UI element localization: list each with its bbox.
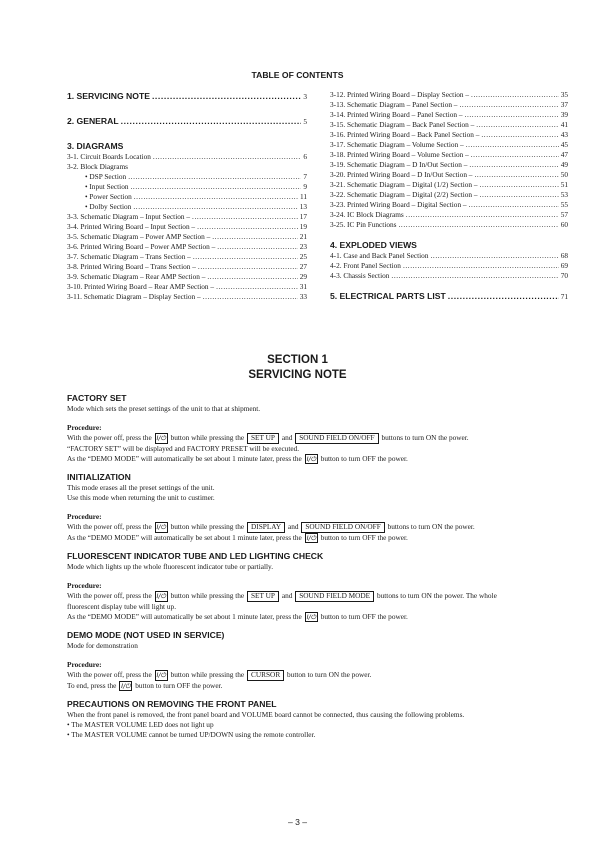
toc-entry[interactable] <box>330 120 568 130</box>
toc-entry[interactable] <box>67 192 307 202</box>
toc-leader-dots <box>192 212 298 222</box>
toc-leader-dots <box>466 140 559 150</box>
toc-entry[interactable] <box>330 100 568 110</box>
toc-page-number: 6 <box>303 152 307 161</box>
toc-entry-label: 3-23. Printed Wiring Board – Digital Section – <box>330 200 467 209</box>
toc-entry[interactable] <box>67 272 307 282</box>
factory-set-block <box>67 392 567 464</box>
toc-entry-label: 3. DIAGRAMS <box>67 141 124 151</box>
toc-entry-label: • Input Section <box>85 182 129 191</box>
precautions-desc: When the front panel is removed, the front panel board and VOLUME board cannot be connected, thus causing the following problems. <box>67 710 465 719</box>
toc-page-number: 7 <box>303 172 307 181</box>
toc-spacer <box>67 102 307 115</box>
toc-page-number: 70 <box>560 271 568 280</box>
toc-entry-label: 3-12. Printed Wiring Board – Display Section – <box>330 90 470 99</box>
initialization-step-2 <box>67 533 567 544</box>
toc-entry[interactable] <box>67 162 307 172</box>
toc-entry-label: • Dolby Section <box>85 202 132 211</box>
toc-entry-label: 3-3. Schematic Diagram – Input Section – <box>67 212 191 221</box>
toc-leader-dots <box>153 152 301 162</box>
text: button to turn OFF the power. <box>135 680 223 690</box>
toc-entry-label: 3-18. Printed Wiring Board – Volume Section – <box>330 150 469 159</box>
toc-entry-label: 3-9. Schematic Diagram – Rear AMP Section – <box>67 272 206 281</box>
toc-entry[interactable] <box>330 190 568 200</box>
demo-mode-procedure-label: Procedure: <box>67 660 102 669</box>
text: button while pressing the <box>170 522 245 531</box>
toc-leader-dots <box>203 292 298 302</box>
toc-leader-dots <box>197 222 298 232</box>
toc-entry-label: 3-21. Schematic Diagram – Digital (1/2) Section – <box>330 180 478 189</box>
toc-page-number: 21 <box>299 232 307 241</box>
toc-entry[interactable] <box>330 110 568 120</box>
toc-entry[interactable] <box>67 222 307 232</box>
toc-entry[interactable] <box>67 242 307 252</box>
toc-entry[interactable] <box>330 200 568 210</box>
toc-entry[interactable] <box>67 202 307 212</box>
toc-left-column <box>67 90 307 302</box>
power-key-icon: I/⏻ <box>156 592 166 600</box>
toc-leader-dots <box>471 90 559 100</box>
toc-entry-label: 3-13. Schematic Diagram – Panel Section – <box>330 100 458 109</box>
toc-entry[interactable] <box>330 271 568 281</box>
section-name: SERVICING NOTE <box>248 369 347 381</box>
text: button while pressing the <box>170 591 245 600</box>
toc-leader-dots <box>198 262 298 272</box>
toc-page-number: 53 <box>560 190 568 199</box>
toc-entry[interactable] <box>330 251 568 261</box>
toc-page-number: 57 <box>560 210 568 219</box>
toc-entry[interactable] <box>67 172 307 182</box>
toc-entry-label: • Power Section <box>85 192 132 201</box>
factory-set-desc: Mode which sets the preset settings of the unit to that at shipment. <box>67 404 261 413</box>
toc-entry-label: 3-19. Schematic Diagram – D In/Out Section – <box>330 160 468 169</box>
text: With the power off, press the <box>67 591 152 600</box>
initialization-desc-2: Use this mode when returning the unit to custimer. <box>67 493 215 502</box>
toc-spacer <box>330 281 568 290</box>
toc-leader-dots <box>216 282 298 292</box>
toc-entry[interactable] <box>67 282 307 292</box>
toc-page-number: 68 <box>560 251 568 260</box>
toc-page-number: 17 <box>299 212 307 221</box>
toc-page-number: 39 <box>560 110 568 119</box>
toc-leader-dots <box>217 242 297 252</box>
toc-page-number: 41 <box>560 120 568 129</box>
demo-mode-step-1 <box>67 670 567 681</box>
initialization-title: INITIALIZATION <box>67 472 131 482</box>
toc-page-number: 19 <box>299 222 307 231</box>
toc-page-number: 47 <box>560 150 568 159</box>
body-text <box>67 392 567 747</box>
toc-page-number: 11 <box>299 192 307 201</box>
toc-leader-dots <box>465 110 559 120</box>
toc-heading[interactable] <box>330 239 568 251</box>
text: As the “DEMO MODE” will automatically be set about 1 minute later, press the <box>67 532 302 542</box>
toc-page-number: 51 <box>560 180 568 189</box>
fluorescent-check-procedure-label: Procedure: <box>67 581 102 590</box>
sound-field-on-off-key: SOUND FIELD ON/OFF <box>295 433 378 444</box>
toc-entry-label: 3-5. Schematic Diagram – Power AMP Section – <box>67 232 211 241</box>
toc-entry-label: 3-7. Schematic Diagram – Trans Section – <box>67 252 191 261</box>
toc-entry[interactable] <box>330 180 568 190</box>
toc-leader-dots <box>212 232 297 242</box>
text: and <box>287 522 299 531</box>
toc-entry-label: 4-3. Chassis Section <box>330 271 390 280</box>
toc-entry-label: 3-4. Printed Wiring Board – Input Section – <box>67 222 196 231</box>
toc-entry[interactable] <box>67 232 307 242</box>
sound-field-mode-key: SOUND FIELD MODE <box>295 591 374 602</box>
toc-page-number: 3 <box>303 92 307 101</box>
toc-entry[interactable] <box>67 212 307 222</box>
initialization-block <box>67 471 567 543</box>
set-up-key: SET UP <box>247 433 279 444</box>
precautions-bullet-1: • The MASTER VOLUME LED does not light up <box>67 720 567 730</box>
toc-spacer <box>330 230 568 239</box>
factory-set-step-2: “FACTORY SET” will be displayed and FACTORY PRESET will be executed. <box>67 443 300 453</box>
fluorescent-check-desc: Mode which lights up the whole fluorescent indicator tube or partially. <box>67 562 274 571</box>
toc-page-number: 35 <box>560 90 568 99</box>
toc-leader-dots <box>391 271 558 281</box>
toc-leader-dots <box>399 220 559 230</box>
toc-entry-label: 3-20. Printed Wiring Board – D In/Out Section – <box>330 170 473 179</box>
toc-leader-dots <box>207 272 297 282</box>
toc-entry-label: 3-14. Printed Wiring Board – Panel Section – <box>330 110 463 119</box>
factory-set-procedure-label: Procedure: <box>67 423 102 432</box>
factory-set-title: FACTORY SET <box>67 393 127 403</box>
text: button to turn ON the power. <box>287 670 372 679</box>
set-up-key: SET UP <box>247 591 279 602</box>
toc-page-number: 27 <box>299 262 307 271</box>
toc-title: TABLE OF CONTENTS <box>251 70 344 80</box>
toc-spacer <box>67 127 307 140</box>
toc-entry[interactable] <box>330 210 568 220</box>
toc-page-number: 43 <box>560 130 568 139</box>
toc-page-number: 25 <box>299 252 307 261</box>
factory-set-step-3 <box>67 454 567 465</box>
text: and <box>281 433 293 442</box>
toc-leader-dots <box>133 202 297 212</box>
toc-page-number: 71 <box>560 292 568 301</box>
toc-page-number: 50 <box>560 170 568 179</box>
toc-entry-label: 4. EXPLODED VIEWS <box>330 240 417 250</box>
text: and <box>281 591 293 600</box>
toc-page-number: 49 <box>560 160 568 169</box>
toc-leader-dots <box>131 182 302 192</box>
toc-entry[interactable] <box>330 140 568 150</box>
toc-entry[interactable] <box>330 170 568 180</box>
toc-page-number: 60 <box>560 220 568 229</box>
text: With the power off, press the <box>67 433 152 442</box>
toc-page-number: 55 <box>560 200 568 209</box>
text: buttons to turn ON the power. The whole <box>376 591 497 600</box>
power-key-icon: I/⏻ <box>121 681 131 690</box>
toc-entry[interactable] <box>67 292 307 302</box>
power-key-icon: I/⏻ <box>306 454 316 463</box>
toc-entry[interactable] <box>67 252 307 262</box>
initialization-procedure-label: Procedure: <box>67 512 102 521</box>
power-key-icon: I/⏻ <box>156 671 166 679</box>
initialization-desc-1: This mode erases all the preset settings of the unit. <box>67 483 215 492</box>
text: To end, press the <box>67 680 117 690</box>
toc-page-number: 33 <box>299 292 307 301</box>
toc-entry-label: 3-6. Printed Wiring Board – Power AMP Section – <box>67 242 216 251</box>
toc-entry-label: 4-2. Front Panel Section <box>330 261 401 270</box>
toc-page-number: 23 <box>299 242 307 251</box>
toc-page-number: 45 <box>560 140 568 149</box>
power-key-icon: I/⏻ <box>306 612 316 621</box>
toc-leader-dots <box>448 290 559 302</box>
power-key-icon: I/⏻ <box>156 523 166 531</box>
fluorescent-check-step-3 <box>67 612 567 623</box>
toc-entry-label: 3-2. Block Diagrams <box>67 162 128 171</box>
text: As the “DEMO MODE” will automatically be set about 1 minute later, press the <box>67 453 302 463</box>
toc-entry-label: 3-1. Circuit Boards Location <box>67 152 151 161</box>
toc-entry-label: 3-8. Printed Wiring Board – Trans Section – <box>67 262 196 271</box>
text: button to turn OFF the power. <box>320 532 408 542</box>
toc-entry[interactable] <box>330 160 568 170</box>
toc-page-number: 37 <box>560 100 568 109</box>
toc-entry-label: 3-25. IC Pin Functions <box>330 220 397 229</box>
demo-mode-desc: Mode for demonstration <box>67 641 138 650</box>
demo-mode-block <box>67 629 567 691</box>
toc-leader-dots <box>121 115 302 127</box>
toc-leader-dots <box>193 252 298 262</box>
toc-entry-label: 4-1. Case and Back Panel Section <box>330 251 429 260</box>
toc-entry-label: 3-22. Schematic Diagram – Digital (2/2) Section – <box>330 190 478 199</box>
toc-page-number: 5 <box>303 117 307 126</box>
toc-entry-label: 3-11. Schematic Diagram – Display Section – <box>67 292 201 301</box>
toc-entry-label: • DSP Section <box>85 172 127 181</box>
toc-leader-dots <box>403 261 559 271</box>
toc-leader-dots <box>430 251 558 261</box>
toc-page-number: 69 <box>560 261 568 270</box>
section-number: SECTION 1 <box>267 354 328 366</box>
display-key: DISPLAY <box>247 522 285 533</box>
text: buttons to turn ON the power. <box>381 433 469 442</box>
toc-entry[interactable] <box>330 150 568 160</box>
toc-leader-dots <box>128 172 301 182</box>
text: button to turn OFF the power. <box>320 611 408 621</box>
text: As the “DEMO MODE” will automatically be set about 1 minute later, press the <box>67 611 302 621</box>
toc-leader-dots <box>406 210 559 220</box>
toc-heading[interactable] <box>67 115 307 127</box>
toc-right-column <box>330 90 568 302</box>
text: buttons to turn ON the power. <box>387 522 475 531</box>
toc-page-number: 29 <box>299 272 307 281</box>
toc-entry-label: 3-24. IC Block Diagrams <box>330 210 404 219</box>
toc-page-number: 31 <box>299 282 307 291</box>
fluorescent-check-step-2: fluorescent display tube will light up. <box>67 601 177 611</box>
toc-leader-dots <box>480 180 559 190</box>
text: button to turn OFF the power. <box>320 453 408 463</box>
fluorescent-check-title: FLUORESCENT INDICATOR TUBE AND LED LIGHTING CHECK <box>67 551 324 561</box>
text: button while pressing the <box>170 433 245 442</box>
toc-leader-dots <box>474 170 558 180</box>
text: With the power off, press the <box>67 522 152 531</box>
toc-leader-dots <box>469 200 559 210</box>
toc-entry-label: 2. GENERAL <box>67 116 119 126</box>
toc-leader-dots <box>469 160 558 170</box>
fluorescent-check-block <box>67 550 567 622</box>
toc-entry[interactable] <box>330 261 568 271</box>
toc-heading[interactable] <box>67 90 307 102</box>
toc-entry-label: 5. ELECTRICAL PARTS LIST <box>330 291 446 301</box>
demo-mode-step-2 <box>67 681 567 692</box>
fluorescent-check-step-1 <box>67 591 567 602</box>
text: button while pressing the <box>170 670 245 679</box>
toc-entry[interactable] <box>330 130 568 140</box>
precautions-title: PRECAUTIONS ON REMOVING THE FRONT PANEL <box>67 699 277 709</box>
toc-entry[interactable] <box>67 152 307 162</box>
toc-entry[interactable] <box>67 262 307 272</box>
toc-page-number: 13 <box>299 202 307 211</box>
toc-leader-dots <box>480 190 559 200</box>
text: With the power off, press the <box>67 670 152 679</box>
toc-leader-dots <box>459 100 558 110</box>
toc-heading[interactable] <box>330 290 568 302</box>
power-key-icon: I/⏻ <box>306 533 316 542</box>
toc-leader-dots <box>134 192 298 202</box>
toc-leader-dots <box>152 90 301 102</box>
toc-heading[interactable] <box>67 140 307 152</box>
initialization-step-1 <box>67 522 567 533</box>
toc-entry-label: 1. SERVICING NOTE <box>67 91 150 101</box>
precautions-bullet-2: • The MASTER VOLUME cannot be turned UP/DOWN using the remote controller. <box>67 730 567 740</box>
section-heading <box>0 353 595 383</box>
toc-entry[interactable] <box>67 182 307 192</box>
page-number: – 3 – <box>287 817 308 827</box>
toc-entry[interactable] <box>330 220 568 230</box>
sound-field-on-off-key: SOUND FIELD ON/OFF <box>301 522 384 533</box>
toc-leader-dots <box>476 120 558 130</box>
toc-leader-dots <box>481 130 558 140</box>
toc-entry[interactable] <box>330 90 568 100</box>
toc-entry-label: 3-17. Schematic Diagram – Volume Section – <box>330 140 464 149</box>
power-key-icon: I/⏻ <box>156 434 166 442</box>
toc-leader-dots <box>471 150 559 160</box>
toc-entry-label: 3-16. Printed Wiring Board – Back Panel Section – <box>330 130 480 139</box>
factory-set-step-1 <box>67 433 567 444</box>
toc-entry-label: 3-15. Schematic Diagram – Back Panel Section – <box>330 120 475 129</box>
cursor-key: CURSOR <box>247 670 284 681</box>
demo-mode-title: DEMO MODE (NOT USED IN SERVICE) <box>67 630 225 640</box>
toc-entry-label: 3-10. Printed Wiring Board – Rear AMP Section – <box>67 282 215 291</box>
toc-page-number: 9 <box>303 182 307 191</box>
precautions-block <box>67 698 567 740</box>
